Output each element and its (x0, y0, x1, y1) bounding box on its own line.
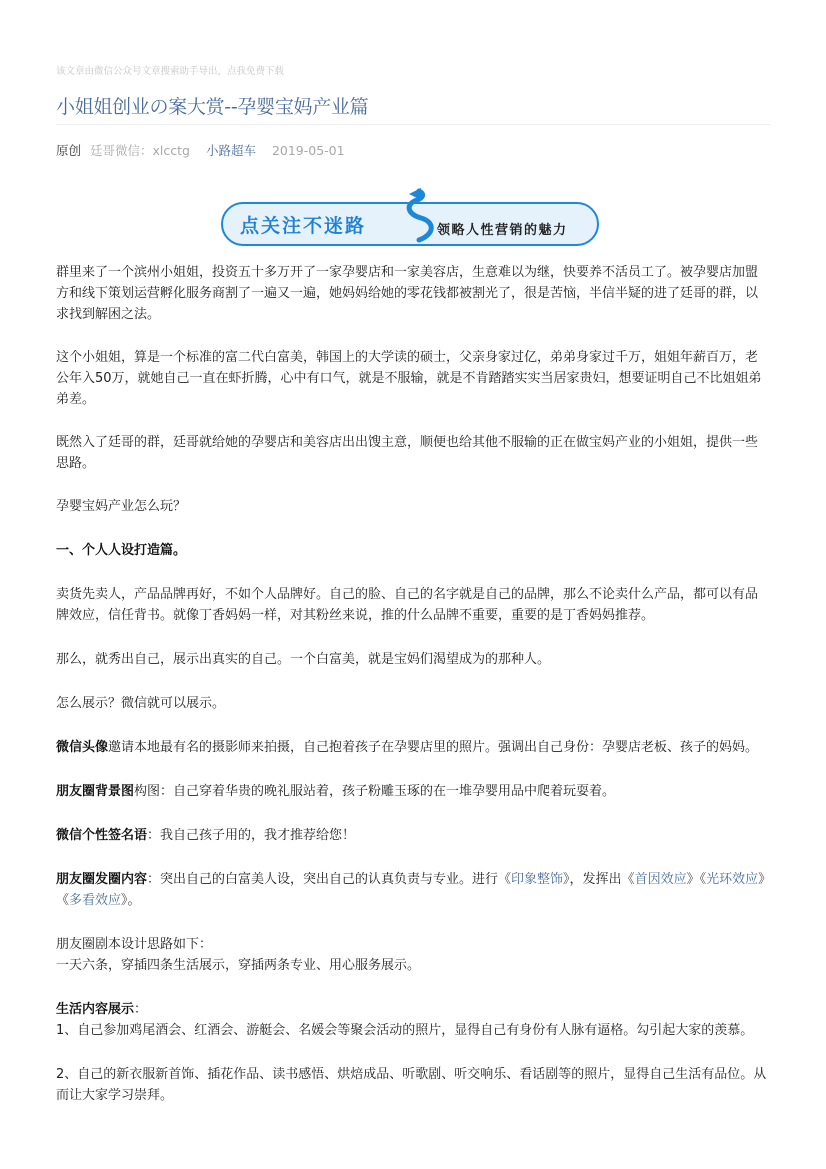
paragraph: 孕婴宝妈产业怎么玩？ (56, 499, 187, 514)
paragraph-signature (56, 825, 768, 846)
wechat-avatar-text: 邀请本地最有名的摄影师来拍摄，自己抱着孩子在孕婴店里的照片。强调出自己身份：孕婴店老板、孩子的妈妈。 (108, 740, 759, 755)
original-badge: 原创 (56, 143, 82, 158)
paragraph-moments-content (56, 869, 768, 911)
paragraph: 2、自己的新衣服新首饰、插花作品、读书感悟、烘焙成品、听歌剧、听交响乐、看话剧等的照片，显得自己生活有品位。从而让大家学习崇拜。 (56, 1067, 767, 1103)
moments-content-label: 朋友圈发圈内容 (56, 872, 148, 887)
paragraph-wechat-avatar (56, 737, 768, 758)
moments-cover-text: 构图：自己穿着华贵的晚礼服站着，孩子粉雕玉琢的在一堆孕婴用品中爬着玩耍着。 (134, 784, 616, 799)
wechat-avatar-label: 微信头像 (56, 740, 109, 755)
author-name: 廷哥微信：xlcctg (90, 143, 190, 158)
moments-content-text: 》《 (56, 872, 765, 908)
signature-label: 微信个性签名语 (56, 828, 148, 843)
link-impression[interactable]: 印象整饰 (511, 872, 564, 887)
banner-slogan: 领略人性营销的魅力 (437, 223, 568, 238)
life-content-colon: ： (134, 1002, 148, 1017)
link-exposure[interactable]: 多看效应 (69, 893, 122, 908)
export-notice[interactable]: 该文章由微信公众号文章搜索助手导出，点我免费下载 (56, 66, 285, 77)
moments-content-text: 》《 (686, 872, 707, 887)
account-link[interactable]: 小路超车 (205, 143, 256, 158)
paragraph: 这个小姐姐，算是一个标准的富二代白富美，韩国上的大学读的硕士，父亲身家过亿，弟弟身家过千万，姐姐年薪百万，老公年入50万，就她自己一直在虾折腾，心中有口气，就是不服输，就是不肯踏踏实实当居家贵妇，想要证明自己不比姐姐弟弟差。 (56, 350, 762, 407)
paragraph: 怎么展示？微信就可以展示。 (56, 696, 226, 711)
follow-banner (221, 188, 603, 252)
article-title: 小姐姐创业の案大赏--孕婴宝妈产业篇 (56, 96, 369, 118)
publish-date: 2019-05-01 (271, 143, 345, 158)
paragraph-life-content (56, 999, 768, 1041)
banner-follow-text: 点关注不迷路 (240, 215, 367, 237)
title-divider (56, 124, 770, 125)
signature-text: ：我自己孩子用的，我才推荐给您！ (147, 828, 356, 843)
article-body (56, 262, 768, 1106)
paragraph: 既然入了廷哥的群，廷哥就给她的孕婴店和美容店出出馊主意，顺便也给其他不服输的正在做宝妈产业的小姐姐，提供一些思路。 (56, 435, 759, 471)
moments-content-text: 》。 (121, 893, 141, 908)
life-content-label: 生活内容展示 (56, 1002, 135, 1017)
paragraph: 那么，就秀出自己，展示出真实的自己。一个白富美，就是宝妈们渴望成为的那种人。 (56, 652, 551, 667)
swirl-arrow-icon (391, 188, 437, 248)
paragraph-moments-cover (56, 781, 768, 802)
article-meta (56, 141, 345, 159)
section-heading-text: 一、个人人设打造篇。 (56, 543, 187, 558)
section-heading (56, 540, 768, 561)
link-halo[interactable]: 光环效应 (706, 872, 759, 887)
moments-content-text: 》，发挥出《 (563, 872, 635, 887)
life-content-item: 1、自己参加鸡尾酒会、红酒会、游艇会、名媛会等聚会活动的照片，显得自己有身份有人脉有逼格。勾引起大家的羡慕。 (56, 1023, 754, 1038)
moments-cover-label: 朋友圈背景图 (56, 784, 135, 799)
moments-content-text: ：突出自己的白富美人设，突出自己的认真负责与专业。进行《 (147, 872, 512, 887)
paragraph: 群里来了一个滨州小姐姐，投资五十多万开了一家孕婴店和一家美容店，生意难以为继，快要养不活员工了。被孕婴店加盟方和线下策划运营孵化服务商割了一遍又一遍，她妈妈给她的零花钱都被割光了，很是苦恼，半信半疑的进了廷哥的群，以求找到解困之法。 (56, 265, 759, 322)
paragraph: 卖货先卖人，产品品牌再好，不如个人品牌好。自己的脸、自己的名字就是自己的品牌，那么不论卖什么产品，都可以有品牌效应，信任背书。就像丁香妈妈一样，对其粉丝来说，推的什么品牌不重要，重要的是丁香妈妈推荐。 (56, 587, 759, 623)
script-plan-line: 朋友圈剧本设计思路如下： (56, 937, 213, 952)
link-primacy[interactable]: 首因效应 (634, 872, 687, 887)
script-plan-line: 一天六条，穿插四条生活展示，穿插两条专业、用心服务展示。 (56, 958, 421, 973)
paragraph-script-plan (56, 934, 768, 976)
